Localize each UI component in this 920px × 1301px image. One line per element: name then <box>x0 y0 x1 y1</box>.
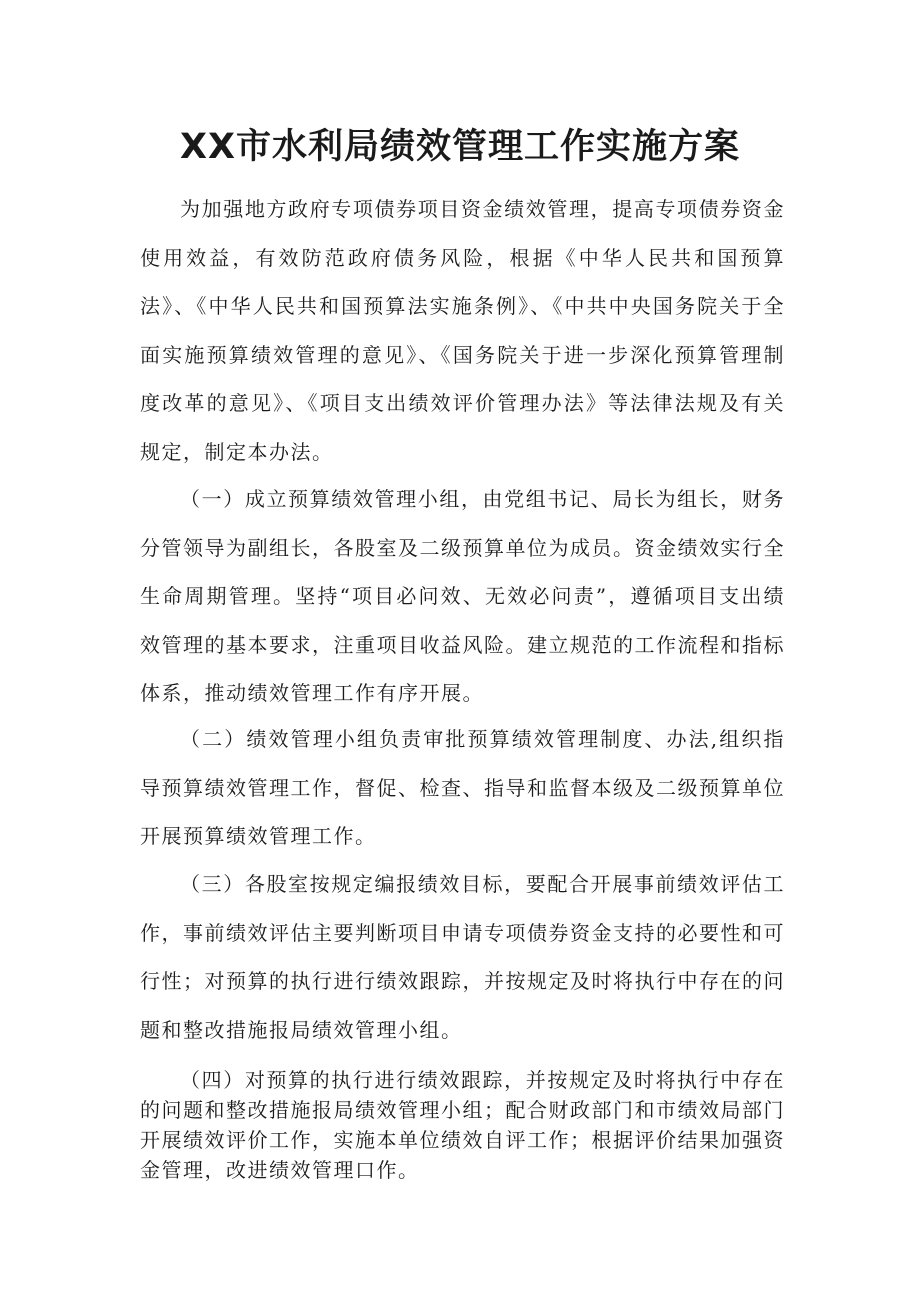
paragraph-intro: 为加强地方政府专项债券项目资金绩效管理，提高专项债券资金使用效益，有效防范政府债务风险，根据《中华人民共和国预算法》、《中华人民共和国预算法实施条例》、《中共中央国务院关于全面实施预算绩效管理的意见》、《国务院关于进一步深化预算管理制度改革的意见》、《项目支出绩效评价管理办法》等法律法规及有关规定，制定本办法。 <box>140 197 785 464</box>
paragraph-section-2: （二）绩效管理小组负责审批预算绩效管理制度、办法,组织指导预算绩效管理工作，督促、检查、指导和监督本级及二级预算单位开展预算绩效管理工作。 <box>140 727 785 848</box>
paragraph-section-4: （四）对预算的执行进行绩效跟踪，并按规定及时将执行中存在的问题和整改措施报局绩效管理小组；配合财政部门和市绩效局部门开展绩效评价工作，实施本单位绩效自评工作；根据评价结果加强资金管理，改进绩效管理口作。 <box>140 1068 785 1182</box>
document-title: XX市水利局绩效管理工作实施方案 <box>180 127 740 167</box>
paragraph-section-1: （一）成立预算绩效管理小组，由党组书记、局长为组长，财务分管领导为副组长，各股室及二级预算单位为成员。资金绩效实行全生命周期管理。坚持“项目必问效、无效必问责”，遵循项目支出绩效管理的基本要求，注重项目收益风险。建立规范的工作流程和指标体系，推动绩效管理工作有序开展。 <box>140 487 785 705</box>
paragraph-section-3: （三）各股室按规定编报绩效目标，要配合开展事前绩效评估工作，事前绩效评估主要判断项目申请专项债券资金支持的必要性和可行性；对预算的执行进行绩效跟踪，并按规定及时将执行中存在的问题和整改措施报局绩效管理小组。 <box>140 872 785 1042</box>
